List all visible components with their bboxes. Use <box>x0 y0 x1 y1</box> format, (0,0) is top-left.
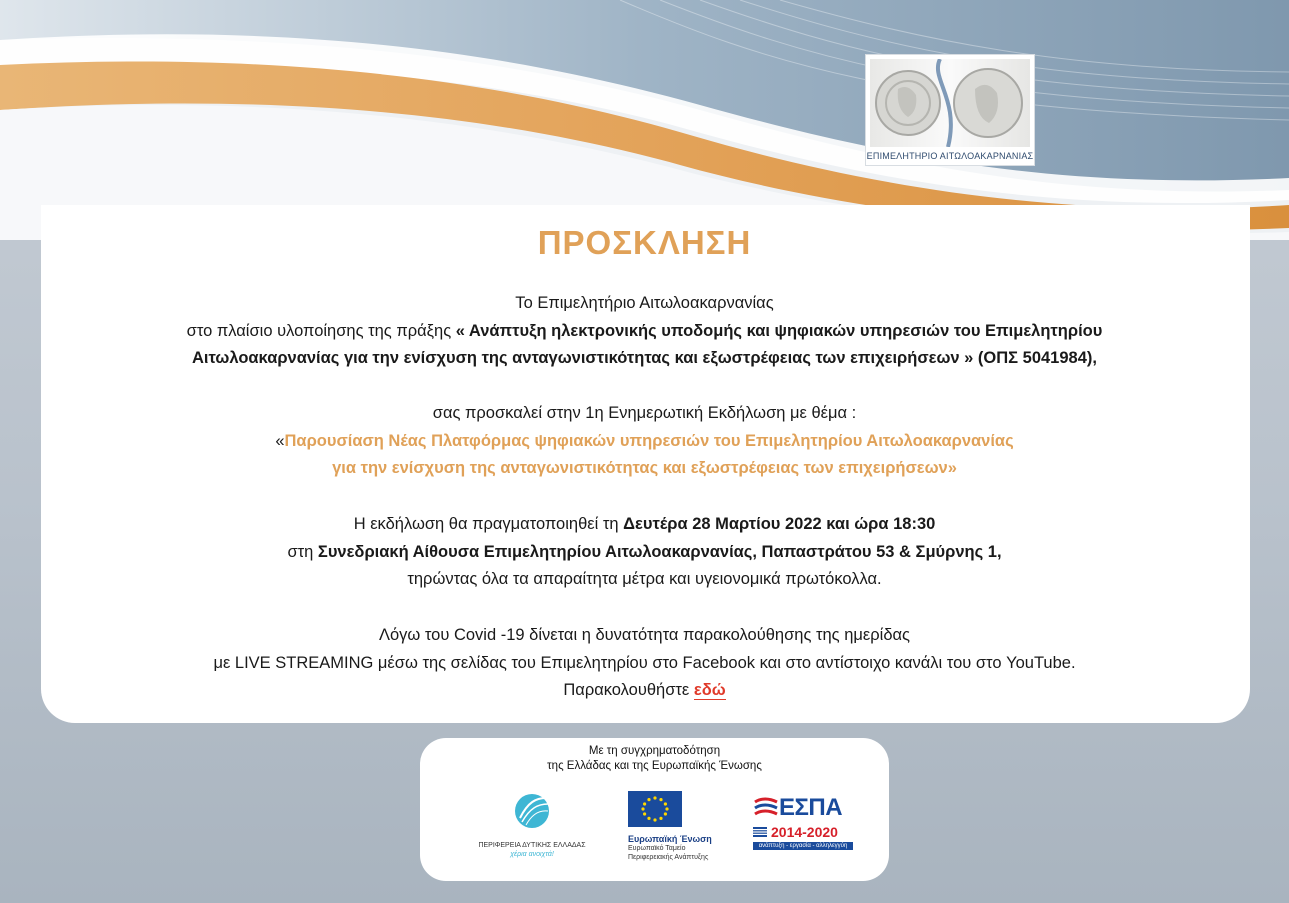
invite-line: σας προσκαλεί στην 1η Ενημερωτική Εκδήλωση με θέμα : <box>432 404 857 422</box>
intro-line-2 <box>0 318 1289 346</box>
espa-years: 2014-2020 <box>771 824 838 840</box>
header-wave-background <box>0 0 1289 240</box>
western-greece-logo <box>472 792 592 859</box>
project-title-part-2: Αιτωλοακαρνανίας για την ενίσχυση της ανταγωνιστικότητας και εξωστρέφειας των επιχειρήσεων » (ΟΠΣ 5041984), <box>192 349 1097 367</box>
page-title: ΠΡΟΣΚΛΗΣΗ <box>537 224 752 261</box>
region-slogan: χέρια ανοιχτά! <box>510 851 554 858</box>
event-details <box>0 511 1289 594</box>
cofunding-line-1: Με τη συγχρηματοδότηση <box>588 745 721 757</box>
venue-prefix: στη <box>287 542 318 561</box>
cofunding-line-2: της Ελλάδας και της Ευρωπαϊκής Ένωσης <box>547 760 762 772</box>
venue-line <box>0 539 1289 567</box>
topic-title-part-2: για την ενίσχυση της ανταγωνιστικότητας και εξωστρέφειας των επιχειρήσεων» <box>332 459 957 477</box>
espa-years-row <box>753 824 857 840</box>
eu-fund-line-1: Ευρωπαϊκό Ταμείο <box>628 845 686 852</box>
eu-name: Ευρωπαϊκή Ένωση <box>628 834 712 844</box>
event-venue: Συνεδριακή Αίθουσα Επιμελητηρίου Αιτωλοακαρνανίας, Παπαστράτου 53 & Σμύρνης 1, <box>317 542 1002 561</box>
eu-logo <box>628 791 728 862</box>
date-prefix: Η εκδήλωση θα πραγματοποιηθεί τη <box>353 515 624 533</box>
espa-stripes-icon <box>753 796 779 820</box>
espa-name: ΕΣΠΑ <box>779 794 843 821</box>
intro-line-2-prefix: στο πλαίσιο υλοποίησης της πράξης <box>186 321 456 340</box>
chamber-logo <box>866 55 1034 165</box>
intro-line-1: Το Επιμελητήριο Αιτωλοακαρνανίας <box>515 294 774 312</box>
region-name: ΠΕΡΙΦΕΡΕΙΑ ΔΥΤΙΚΗΣ ΕΛΛΑΔΑΣ <box>478 842 586 849</box>
logo-caption: ΕΠΙΜΕΛΗΤΗΡΙΟ ΑΙΤΩΛΟΑΚΑΡΝΑΝΙΑΣ <box>866 151 1034 161</box>
eu-fund-line-2: Περιφερειακής Ανάπτυξης <box>628 854 709 861</box>
topic-title-part-1: Παρουσίαση Νέας Πλατφόρμας ψηφιακών υπηρεσιών του Επιμελητηρίου Αιτωλοακαρνανίας <box>284 431 1014 450</box>
event-date: Δευτέρα 28 Μαρτίου 2022 και ώρα 18:30 <box>623 515 936 533</box>
topic-text <box>0 400 1289 483</box>
coin-image <box>870 59 1030 147</box>
region-emblem-icon <box>472 792 592 832</box>
watch-here-link[interactable]: εδώ <box>693 681 726 699</box>
topic-line-1 <box>0 428 1289 456</box>
intro-text <box>0 290 1289 373</box>
stream-line: με LIVE STREAMING μέσω της σελίδας του Επιμελητηρίου στο Facebook και στο αντίστοιχο κανάλι του στο YouTube. <box>213 653 1076 672</box>
greek-flag-icon <box>753 827 767 837</box>
measures-line: τηρώντας όλα τα απαραίτητα μέτρα και υγειονομικά πρωτόκολλα. <box>407 570 882 588</box>
project-title-part-1: « Ανάπτυξη ηλεκτρονικής υποδομής και ψηφιακών υπηρεσιών του Επιμελητηρίου <box>455 321 1103 340</box>
espa-slogan: ανάπτυξη - εργασία - αλληλεγγύη <box>753 842 853 850</box>
funding-box <box>420 738 889 881</box>
streaming-info <box>0 622 1289 705</box>
espa-mark <box>753 794 857 822</box>
eu-flag-icon <box>628 791 682 827</box>
watch-line <box>0 677 1289 705</box>
cofunding-text <box>420 744 889 774</box>
espa-logo <box>753 794 857 850</box>
watch-prefix: Παρακολουθήστε <box>563 681 694 699</box>
date-line <box>0 511 1289 539</box>
covid-line: Λόγω του Covid -19 δίνεται η δυνατότητα παρακολούθησης της ημερίδας <box>378 626 910 644</box>
topic-open-quote: « <box>275 431 285 450</box>
